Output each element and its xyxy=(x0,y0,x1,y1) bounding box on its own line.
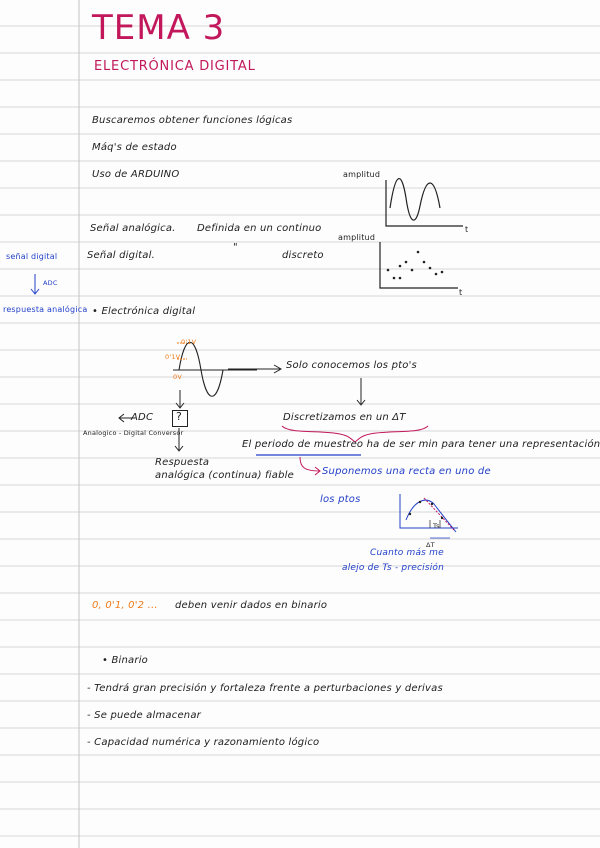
digital-definition: discreto xyxy=(282,250,324,261)
binary-values: 0, 0'1, 0'2 ... xyxy=(92,600,158,611)
margin-arrow xyxy=(29,274,41,296)
precision-line-1: Cuanto más me xyxy=(370,548,444,558)
margin-analog: respuesta analógica xyxy=(3,305,88,314)
intro-line-3: Uso de ARDUINO xyxy=(92,169,180,180)
only-know-points: Solo conocemos los pto's xyxy=(286,360,417,371)
analog-label: Señal analógica. xyxy=(90,223,176,234)
binary-item-3: - Capacidad numérica y razonamiento lógico xyxy=(87,737,320,748)
page-title: TEMA 3 xyxy=(92,8,226,48)
arrow-down-sine xyxy=(174,390,186,410)
adc-label: ADC xyxy=(131,412,154,423)
response-line-1: Respuesta xyxy=(155,457,210,468)
arrow-to-points xyxy=(228,363,288,375)
precision-line-2: alejo de Ts - precisión xyxy=(342,563,445,573)
arrow-down-points xyxy=(355,378,367,408)
suppose-arrow xyxy=(296,457,324,479)
wave-label-mid: 0'1V xyxy=(165,353,181,361)
digital-label: Señal digital. xyxy=(87,250,155,261)
arrow-down-adc xyxy=(173,428,185,454)
ditto-mark: " xyxy=(233,242,238,253)
digital-graph-ylabel: amplitud xyxy=(338,233,376,242)
wave-label-top: 0'1V xyxy=(181,338,197,346)
intro-line-1: Buscaremos obtener funciones lógicas xyxy=(92,115,293,126)
discretize-text: Discretizamos en un ΔT xyxy=(283,412,406,423)
analog-graph-xlabel: t xyxy=(465,225,469,234)
ts-label: Ts xyxy=(433,522,440,530)
delta-t-label: ΔT xyxy=(426,541,435,549)
margin-adc: ADC xyxy=(43,279,58,287)
margin-digital: señal digital xyxy=(6,252,58,261)
wave-label-zero: 0V xyxy=(173,373,182,381)
binary-must: deben venir dados en binario xyxy=(175,600,328,611)
period-text: El periodo de muestreo ha de ser min para tener una representación xyxy=(242,439,600,450)
electronics-bullet: • Electrónica digital xyxy=(92,306,196,317)
adc-question: ? xyxy=(176,410,183,423)
binary-item-2: - Se puede almacenar xyxy=(87,710,201,721)
binary-item-1: - Tendrá gran precisión y fortaleza frente a perturbaciones y derivas xyxy=(87,683,443,694)
response-line-2: analógica (continua) fiable xyxy=(155,470,294,481)
suppose-text: Suponemos una recta en uno de xyxy=(322,466,491,477)
adc-caption: Analogico - Digital Conversor xyxy=(83,429,184,437)
analog-graph-ylabel: amplitud xyxy=(343,170,381,179)
binary-bullet: • Binario xyxy=(102,655,148,666)
digital-graph-xlabel: t xyxy=(459,288,463,297)
analog-definition: Definida en un continuo xyxy=(197,223,322,234)
intro-line-2: Máq's de estado xyxy=(92,142,177,153)
sampling-diagram xyxy=(392,492,464,542)
points-text: los ptos xyxy=(320,494,361,505)
analog-graph xyxy=(378,178,478,238)
page-subtitle: ELECTRÓNICA DIGITAL xyxy=(94,59,256,74)
